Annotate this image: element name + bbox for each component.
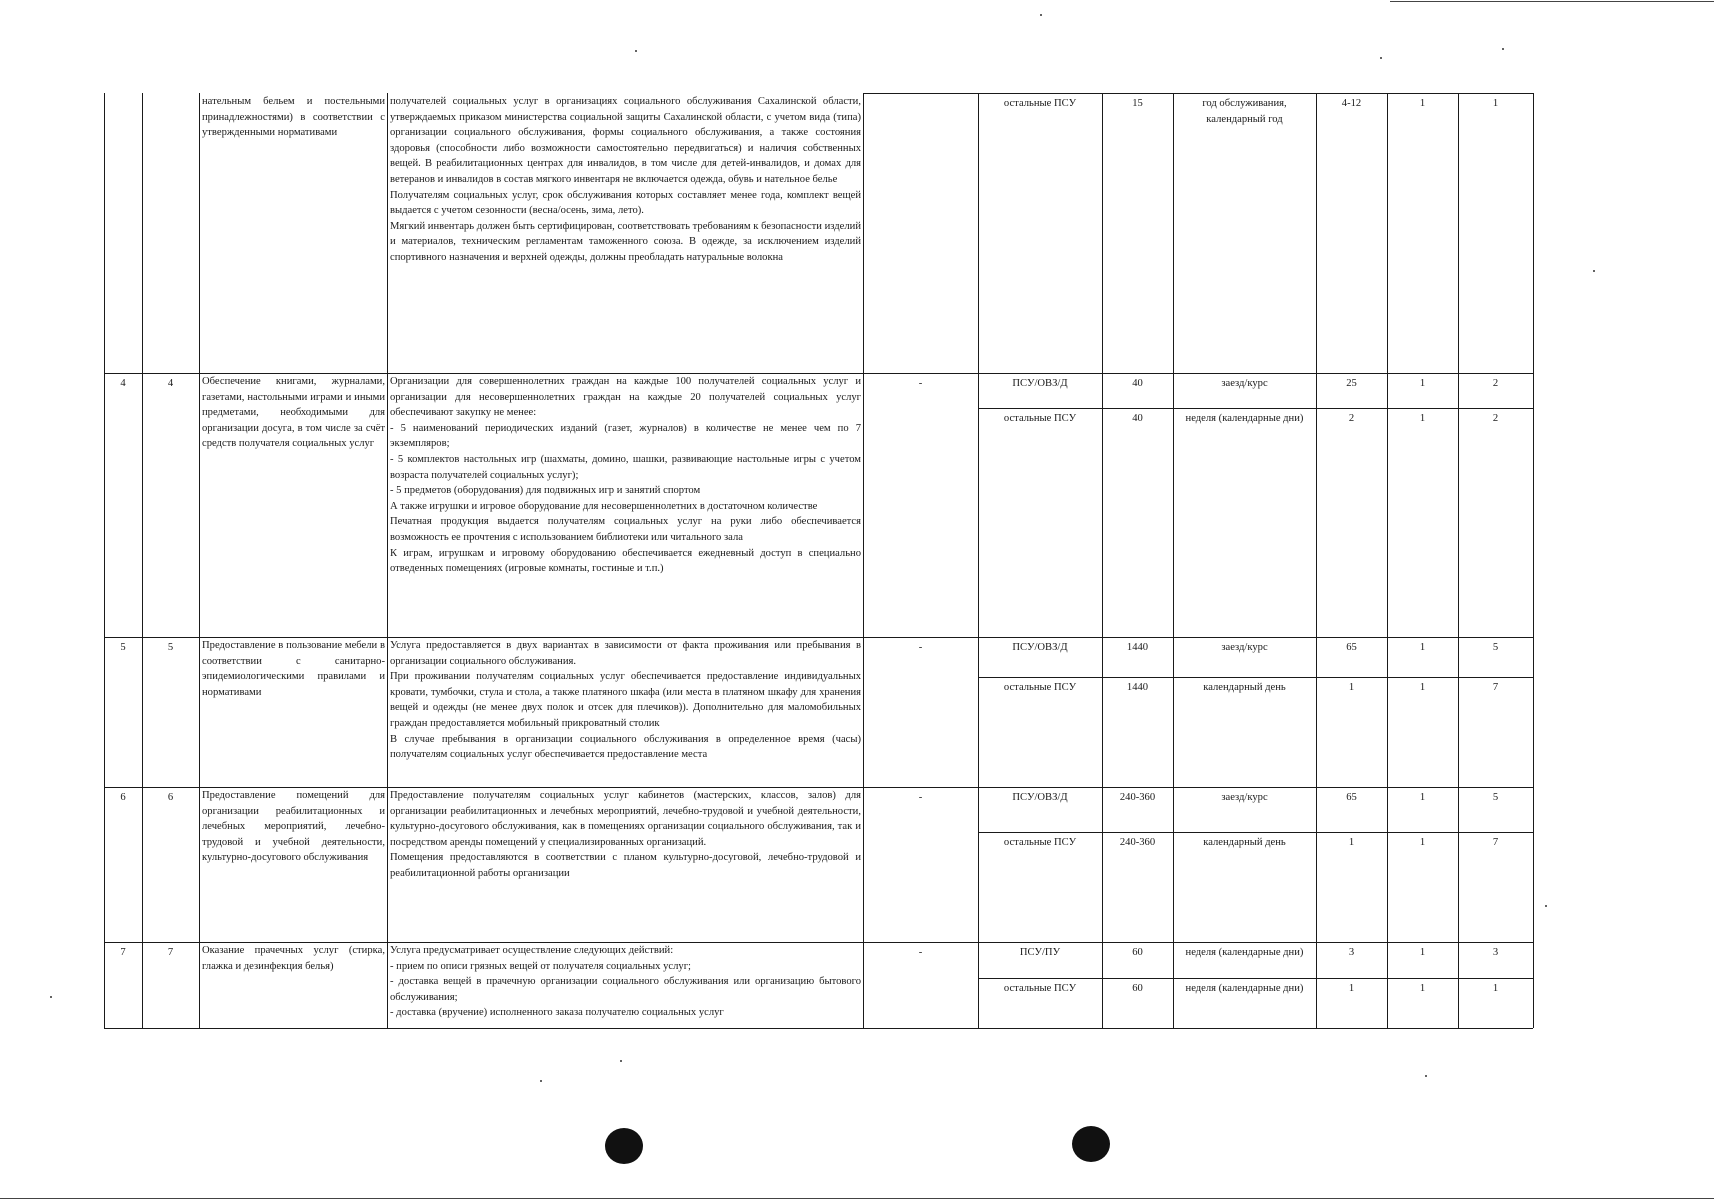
- service-name: Предоставление помещений для организации реабилитационных и лечебных мероприятий, лечебно-трудовой и учебной деятельности, культурно-досугового обслуживания: [202, 790, 385, 864]
- value-a: 1: [1419, 413, 1426, 424]
- description-paragraph: - доставка вещей в прачечную организации социального обслуживания или организацию бытового обслуживания;: [390, 976, 861, 1003]
- table-col-border: [1173, 93, 1174, 1028]
- table-col-border: [199, 93, 200, 1028]
- scan-speck: [1380, 57, 1382, 59]
- table-col-border: [978, 93, 979, 1028]
- service-name: Оказание прачечных услуг (стирка, глажка и дезинфекция белья): [202, 945, 385, 972]
- row-number: 5: [120, 642, 126, 653]
- frequency: 3: [1348, 947, 1355, 958]
- frequency: 1: [1348, 682, 1355, 693]
- description-paragraph: Помещения предоставляются в соответствии с планом культурно-досуговой, лечебно-трудовой и реабилитационной работы организации: [390, 852, 861, 879]
- period-unit: календарный день: [1203, 837, 1286, 848]
- scan-speck: [1502, 48, 1504, 50]
- description-paragraph: - 5 предметов (оборудования) для подвижных игр и занятий спортом: [390, 485, 701, 497]
- value-b: 5: [1492, 642, 1499, 653]
- time-norm: 240-360: [1119, 837, 1156, 848]
- table-subrow-border: [978, 677, 1533, 678]
- frequency: 2: [1348, 413, 1355, 424]
- description-paragraph: получателей социальных услуг в организациях социального обслуживания Сахалинской области, утверждаемых приказом министерства социальной защиты Сахалинской области, с учетом вида (типа) организации социального обслуживания, формы социального обслуживания, а также состояния здоровья (способности либо возможности самостоятельно передвигаться) и наличия собственных вещей. В реабилитационных центрах для инвалидов, в том числе для детей-инвалидов, и домах для ветеранов и инвалидов в состав мягкого инвентаря не включается одежда, обувь и нательное белье: [390, 96, 861, 185]
- services-table: [104, 93, 1533, 1028]
- recipient-category: остальные ПСУ: [1003, 682, 1077, 693]
- description-paragraph: - 5 наименований периодических изданий (газет, журналов) в количестве не менее чем по 7 экземпляров;: [390, 422, 861, 450]
- period-unit: год обслуживания, календарный год: [1202, 98, 1287, 125]
- scan-speck: [1425, 1075, 1427, 1077]
- time-norm: 60: [1132, 947, 1143, 958]
- value-b: 1: [1492, 983, 1499, 994]
- recipient-category: ПСУ/ПУ: [1019, 947, 1061, 958]
- scan-speck: [540, 1080, 542, 1082]
- value-b: 7: [1492, 837, 1499, 848]
- value-b: 3: [1492, 947, 1499, 958]
- description-paragraph: В случае пребывания в организации социального обслуживания в определенное время (часы) получателям социальных услуг обеспечивается предоставление места: [390, 733, 861, 761]
- scan-edge-bottom: [0, 1198, 1714, 1199]
- scan-speck: [1040, 14, 1042, 16]
- row-number: 7: [120, 947, 126, 958]
- table-col-border: [387, 93, 388, 1028]
- service-name: Обеспечение книгами, журналами, газетами, настольными играми и иными предметами, необходимыми для организации досуга, в том числе за счёт средств получателя социальных услуг: [202, 376, 385, 450]
- period-unit: заезд/курс: [1221, 792, 1268, 803]
- description-paragraph: - 5 комплектов настольных игр (шахматы, домино, шашки, развивающие настольные игры с учетом возраста получателей социальных услуг);: [390, 453, 861, 481]
- recipient-category: остальные ПСУ: [1003, 983, 1077, 994]
- time-norm: 240-360: [1119, 792, 1156, 803]
- description-paragraph: А также игрушки и игровое оборудование для несовершеннолетних в достаточном количестве: [390, 500, 818, 512]
- row-subnumber: 7: [167, 947, 174, 958]
- table-subrow-border: [978, 408, 1533, 409]
- service-description: [390, 94, 861, 370]
- recipient-category: ПСУ/ОВЗ/Д: [1012, 642, 1068, 653]
- table-col-border: [1316, 93, 1317, 1028]
- value-a: 1: [1419, 682, 1426, 693]
- description-paragraph: Услуга предоставляется в двух вариантах в зависимости от факта проживания или пребывания в организации социального обслуживания.: [390, 640, 861, 667]
- value-b: 5: [1492, 792, 1499, 803]
- table-row-border: [863, 93, 1533, 94]
- period-unit: календарный день: [1203, 682, 1286, 693]
- row-subnumber: 5: [167, 642, 174, 653]
- recipient-category: ПСУ/ОВЗ/Д: [1012, 792, 1068, 803]
- description-paragraph: Услуга предусматривает осуществление следующих действий:: [390, 945, 674, 956]
- dash-mark: -: [918, 792, 923, 803]
- description-paragraph: - доставка (вручение) исполненного заказа получателю социальных услуг: [390, 1007, 724, 1019]
- table-col-border: [104, 93, 105, 1028]
- description-paragraph: К играм, игрушкам и игровому оборудованию обеспечивается ежедневный доступ в специально отведенных помещениях (игровые комнаты, гостиные и т.п.): [390, 547, 861, 575]
- service-description: [390, 374, 861, 634]
- frequency: 65: [1346, 642, 1357, 653]
- scan-speck: [635, 50, 637, 52]
- description-paragraph: Предоставление получателям социальных услуг кабинетов (мастерских, классов, залов) для организации реабилитационных и лечебных мероприятий, лечебно-трудовой и учебной деятельности, культурно-досугового обслуживания, как в помещениях организации социального обслуживания, так и посредством аренды помещений у специализированных организаций.: [390, 790, 861, 848]
- period-unit: заезд/курс: [1221, 642, 1268, 653]
- description-paragraph: Организации для совершеннолетних граждан на каждые 100 получателей социальных услуг и организации для несовершеннолетних граждан на каждые 20 получателей социальных услуг обеспечивают закупку не менее:: [390, 376, 861, 419]
- value-a: 1: [1419, 98, 1426, 109]
- frequency: 65: [1346, 792, 1357, 803]
- dash-mark: -: [918, 642, 923, 653]
- period-unit: заезд/курс: [1221, 378, 1268, 389]
- value-a: 1: [1419, 837, 1426, 848]
- value-b: 1: [1492, 98, 1499, 109]
- value-a: 1: [1419, 792, 1426, 803]
- recipient-category: остальные ПСУ: [1003, 413, 1077, 424]
- recipient-category: остальные ПСУ: [1003, 98, 1077, 109]
- recipient-category: остальные ПСУ: [1003, 837, 1077, 848]
- frequency: 1: [1348, 983, 1355, 994]
- service-name: Предоставление в пользование мебели в соответствии с санитарно-эпидемиологическими правилами и нормативами: [202, 640, 385, 698]
- service-description: [390, 638, 861, 784]
- service-name: нательным бельем и постельными принадлежностями) в соответствии с утвержденными нормативами: [202, 96, 385, 139]
- dash-mark: -: [918, 947, 923, 958]
- scan-speck: [1593, 270, 1595, 272]
- frequency: 1: [1348, 837, 1355, 848]
- value-b: 2: [1492, 413, 1499, 424]
- description-paragraph: Печатная продукция выдается получателям социальных услуг на руки либо обеспечивается возможность ее прочтения с использованием библиотеки или читального зала: [390, 516, 861, 543]
- period-unit: неделя (календарные дни): [1185, 983, 1304, 994]
- row-subnumber: 4: [167, 378, 174, 389]
- time-norm: 15: [1132, 98, 1143, 109]
- description-paragraph: Мягкий инвентарь должен быть сертифицирован, соответствовать требованиям к безопасности изделий и материалов, техническим регламентам таможенного союза. В одежде, за исключением изделий спортивного назначения и верхней одежды, должны преобладать натуральные волокна: [390, 220, 861, 263]
- time-norm: 60: [1132, 983, 1143, 994]
- row-number: 4: [120, 378, 126, 389]
- scan-speck: [1545, 905, 1547, 907]
- frequency: 25: [1346, 378, 1357, 389]
- value-b: 7: [1492, 682, 1499, 693]
- table-col-border: [1533, 93, 1534, 1028]
- table-col-border: [142, 93, 143, 1028]
- table-col-border: [1102, 93, 1103, 1028]
- table-subrow-border: [978, 978, 1533, 979]
- service-description: [390, 788, 861, 939]
- time-norm: 1440: [1126, 642, 1149, 653]
- punch-hole-right: [1072, 1126, 1110, 1162]
- time-norm: 40: [1132, 378, 1143, 389]
- period-unit: неделя (календарные дни): [1185, 947, 1304, 958]
- description-paragraph: Получателям социальных услуг, срок обслуживания которых составляет менее года, комплект вещей выдается с учетом сезонности (весна/осень, зима, лето).: [390, 189, 861, 217]
- scan-speck: [50, 996, 52, 998]
- row-subnumber: 6: [167, 792, 174, 803]
- value-b: 2: [1492, 378, 1499, 389]
- row-number: 6: [120, 792, 126, 803]
- table-col-border: [1458, 93, 1459, 1028]
- table-subrow-border: [978, 832, 1533, 833]
- table-col-border: [1387, 93, 1388, 1028]
- service-description: [390, 943, 861, 1025]
- table-col-border: [863, 93, 864, 1028]
- punch-hole-left: [605, 1128, 643, 1164]
- time-norm: 1440: [1126, 682, 1149, 693]
- description-paragraph: - прием по описи грязных вещей от получателя социальных услуг;: [390, 960, 691, 972]
- recipient-category: ПСУ/ОВЗ/Д: [1012, 378, 1068, 389]
- value-a: 1: [1419, 947, 1426, 958]
- time-norm: 40: [1132, 413, 1143, 424]
- value-a: 1: [1419, 642, 1426, 653]
- frequency: 4-12: [1341, 98, 1362, 109]
- value-a: 1: [1419, 983, 1426, 994]
- description-paragraph: При проживании получателям социальных услуг обеспечивается предоставление индивидуальных кровати, тумбочки, стула и стола, а также платяного шкафа (или места в платяном шкафу для хранения вещей и одежды (не менее двух полок и отсек для плечиков)). Дополнительно для маломобильных граждан предоставляется мобильный прикроватный столик: [390, 671, 861, 729]
- scan-speck: [620, 1060, 622, 1062]
- dash-mark: -: [918, 378, 923, 389]
- scan-edge-top-right: [1390, 1, 1714, 2]
- period-unit: неделя (календарные дни): [1185, 413, 1304, 424]
- value-a: 1: [1419, 378, 1426, 389]
- table-row-border: [104, 1028, 1533, 1029]
